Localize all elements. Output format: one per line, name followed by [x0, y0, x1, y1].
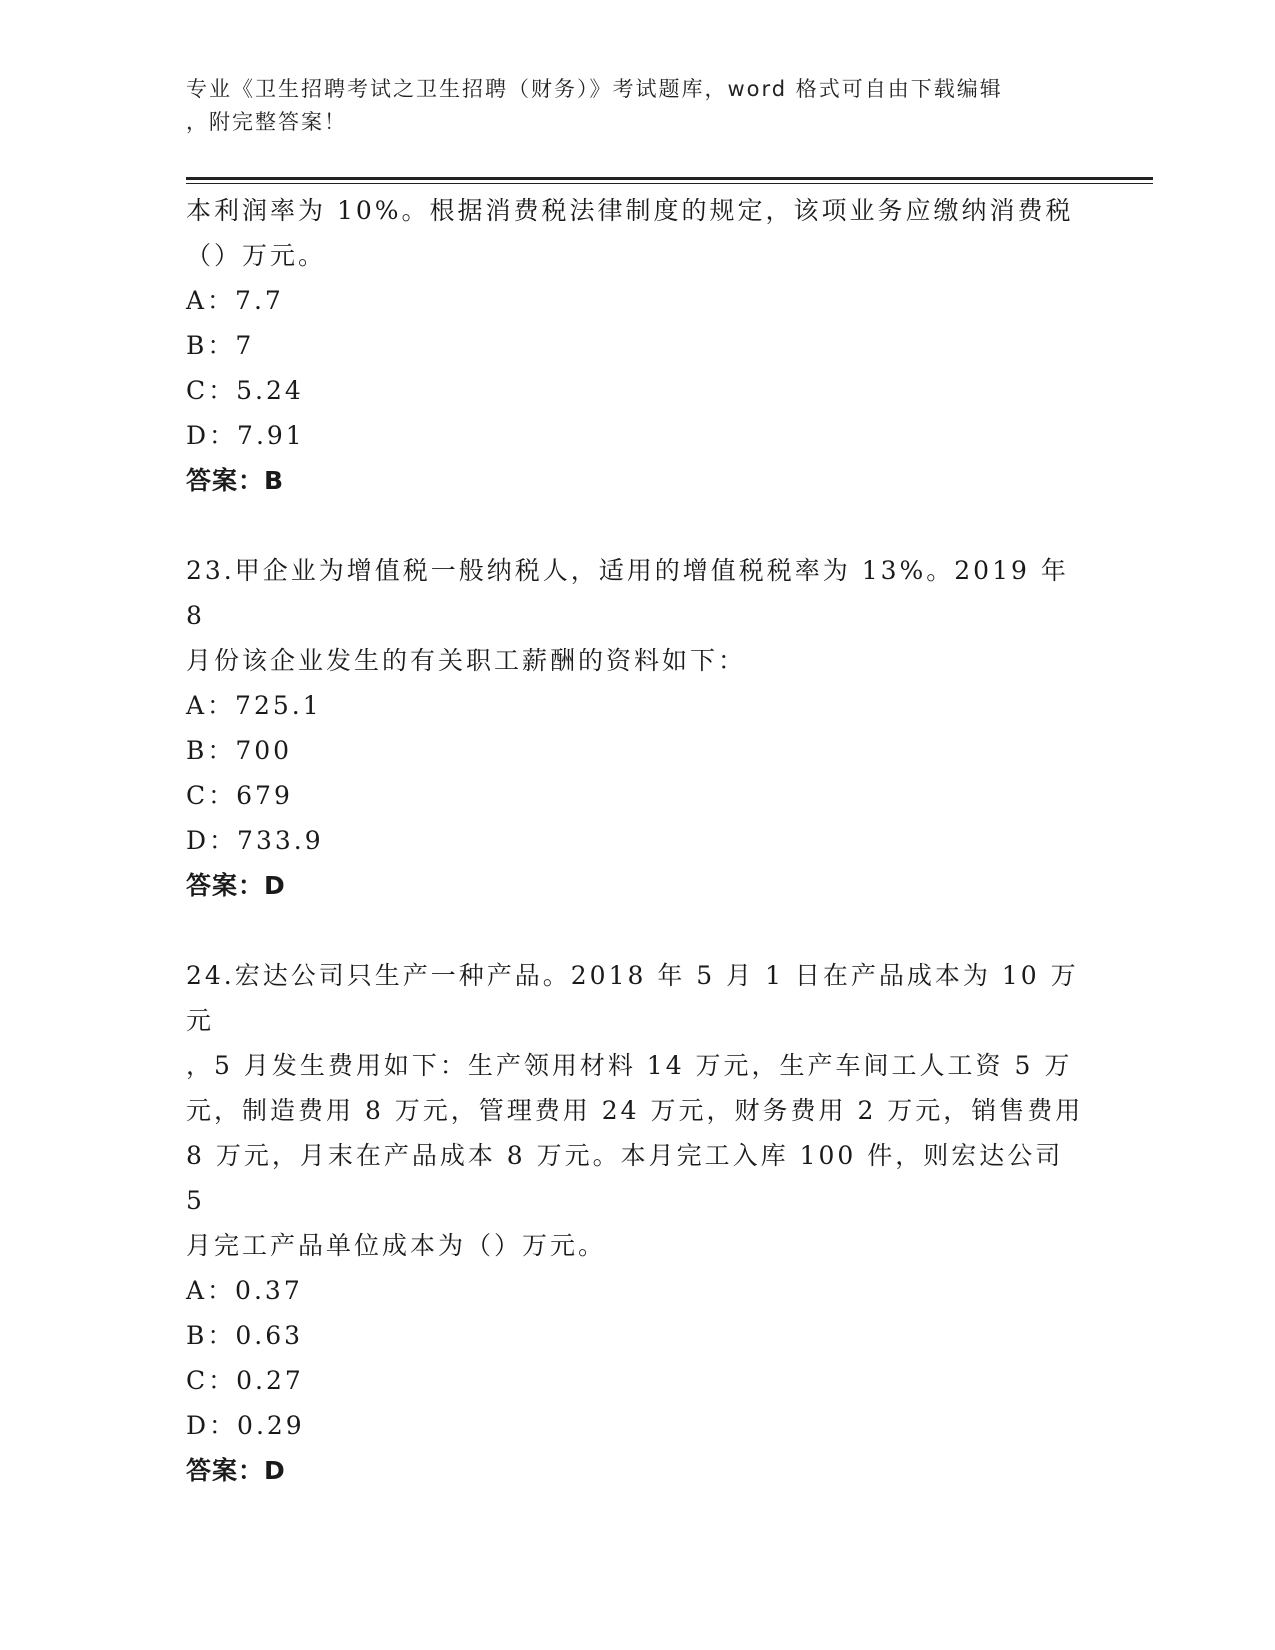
header-rule-thin [186, 183, 1153, 184]
document-body [186, 188, 1086, 1493]
option-c: C：679 [186, 781, 293, 810]
option-a: A：725.1 [186, 691, 322, 720]
option-b: B：0.63 [186, 1321, 304, 1350]
question-stem-line: 24.宏达公司只生产一种产品。2018 年 5 月 1 日在产品成本为 10 万元 [186, 961, 1079, 1035]
answer-line: 答案：D [186, 871, 286, 900]
document-header [186, 73, 1086, 139]
question-stem-line: （）万元。 [186, 241, 327, 270]
answer-line: 答案：B [186, 466, 285, 495]
question-block [186, 188, 1086, 503]
spacer [186, 503, 1086, 548]
question-stem-line: 23.甲企业为增值税一般纳税人，适用的增值税税率为 13%。2019 年 8 [186, 556, 1069, 630]
option-a: A：7.7 [186, 286, 284, 315]
option-b: B：7 [186, 331, 255, 360]
question-block [186, 953, 1086, 1493]
question-block [186, 548, 1086, 908]
spacer [186, 908, 1086, 953]
question-stem-line: 本利润率为 10%。根据消费税法律制度的规定，该项业务应缴纳消费税 [186, 196, 1074, 225]
question-stem-line: 8 万元，月末在产品成本 8 万元。本月完工入库 100 件，则宏达公司 5 [186, 1141, 1064, 1215]
option-b: B：700 [186, 736, 293, 765]
option-c: C：0.27 [186, 1366, 304, 1395]
option-a: A：0.37 [186, 1276, 303, 1305]
option-d: D：7.91 [186, 421, 305, 450]
option-d: D：0.29 [186, 1411, 305, 1440]
header-rule-thick [186, 177, 1153, 180]
question-stem-line: 元，制造费用 8 万元，管理费用 24 万元，财务费用 2 万元，销售费用 [186, 1096, 1084, 1125]
question-stem-line: 月完工产品单位成本为（）万元。 [186, 1231, 607, 1260]
option-c: C：5.24 [186, 376, 304, 405]
answer-line: 答案：D [186, 1456, 286, 1485]
header-line-2: ，附完整答案！ [186, 110, 347, 134]
question-stem-line: ，5 月发生费用如下：生产领用材料 14 万元，生产车间工人工资 5 万 [186, 1051, 1073, 1080]
question-stem-line: 月份该企业发生的有关职工薪酬的资料如下： [186, 646, 747, 675]
option-d: D：733.9 [186, 826, 324, 855]
header-line-1: 专业《卫生招聘考试之卫生招聘（财务）》考试题库，word 格式可自由下载编辑 [186, 77, 1003, 101]
